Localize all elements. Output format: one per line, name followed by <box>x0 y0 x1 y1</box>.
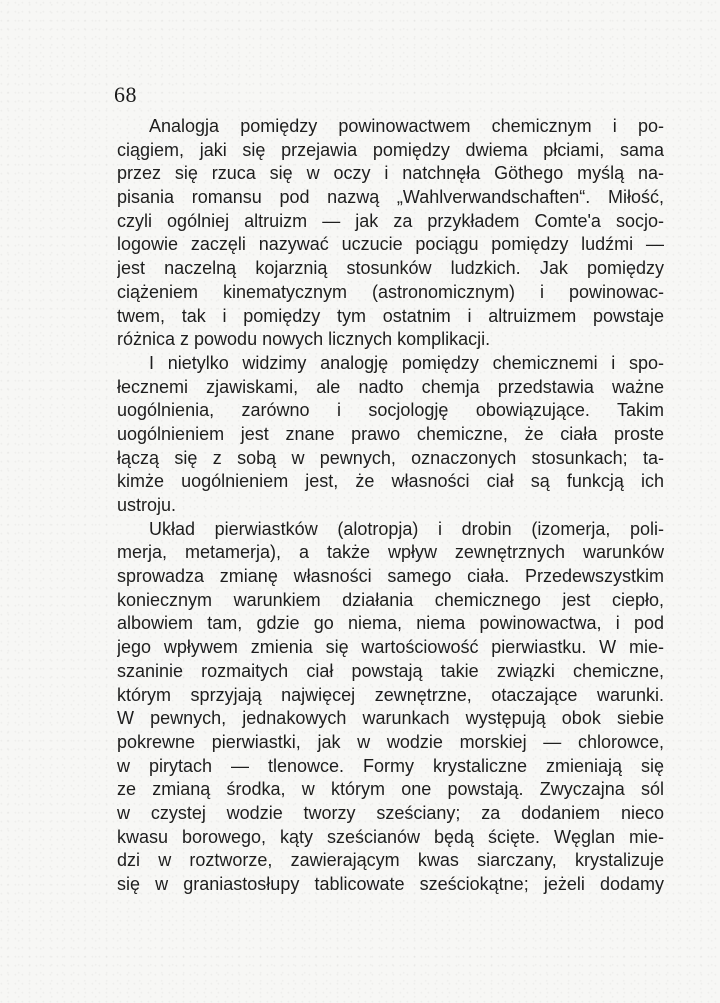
text-line: którym sprzyjają najwięcej zewnętrzne, otaczające warunki. <box>117 684 664 705</box>
text-line: szaninie rozmaitych ciał powstają takie związki chemiczne, <box>117 660 664 681</box>
text-line: jest naczelną kojarznią stosunków ludzkich. Jak pomiędzy <box>117 258 664 279</box>
text-line: Analogja pomiędzy powinowactwem chemicznym i po- <box>149 116 664 136</box>
text-line: pokrewne pierwiastki, jak w wodzie morskiej — chlorowce, <box>117 731 664 752</box>
text-line: jego wpływem zmienia się wartościowość pierwiastku. W mie- <box>117 637 664 658</box>
body-text <box>117 115 664 897</box>
text-line: twem, tak i pomiędzy tym ostatnim i altruizmem powstaje <box>117 305 664 326</box>
text-line: ustroju. <box>117 495 177 515</box>
text-line: albowiem tam, gdzie go niema, niema powinowactwa, i pod <box>117 613 664 634</box>
text-line: kimże uogólnieniem jest, że własności ciał są funkcją ich <box>117 471 664 492</box>
text-line: uogólnieniem jest znane prawo chemiczne, że ciała proste <box>117 423 664 444</box>
text-line: W pewnych, jednakowych warunkach występują obok siebie <box>117 708 664 729</box>
text-line: czyli ogólniej altruizm — jak za przykładem Comte'a socjo- <box>117 210 664 231</box>
text-line: merja, metamerja), a także wpływ zewnętrznych warunków <box>117 542 664 563</box>
text-line: się w graniastosłupy tablicowate sześciokątne; jeżeli dodamy <box>117 874 664 894</box>
text-line: ciążeniem kinematycznym (astronomicznym) i powinowac- <box>117 281 664 302</box>
text-line: logowie zaczęli nazywać uczucie pociągu pomiędzy ludźmi — <box>117 234 664 255</box>
text-line: w pirytach — tlenowce. Formy krystaliczne zmieniają się <box>117 755 664 776</box>
text-line: pisania romansu pod nazwą „Wahlverwandschaften“. Miłość, <box>117 187 664 208</box>
text-line: przez się rzuca się w oczy i natchnęła Göthego myślą na- <box>117 163 664 184</box>
text-line: Układ pierwiastków (alotropja) i drobin (izomerja, poli- <box>149 518 664 539</box>
text-line: w czystej wodzie tworzy sześciany; za dodaniem nieco <box>117 802 664 823</box>
text-line: uogólnienia, zarówno i socjologję obowiązujące. Takim <box>117 400 664 421</box>
text-line: dzi w roztworze, zawierającym kwas siarczany, krystalizuje <box>117 850 664 871</box>
text-line: ciągiem, jaki się przejawia pomiędzy dwiema płciami, sama <box>117 139 664 160</box>
text-line: różnica z powodu nowych licznych komplikacji. <box>117 329 491 350</box>
text-line: koniecznym warunkiem działania chemicznego jest ciepło, <box>117 589 664 610</box>
text-line: łączą się z sobą w pewnych, oznaczonych stosunkach; ta- <box>117 447 664 468</box>
text-line: sprowadza zmianę własności samego ciała. Przedewszystkim <box>117 566 664 587</box>
text-line: I nietylko widzimy analogję pomiędzy chemicznemi i spo- <box>149 352 664 373</box>
text-line: kwasu borowego, kąty sześcianów będą ścięte. Węglan mie- <box>117 826 664 847</box>
page-number: 68 <box>114 82 137 107</box>
text-line: łecznemi zjawiskami, ale nadto chemja przedstawia ważne <box>117 376 664 397</box>
text-line: ze zmianą środka, w którym one powstają. Zwyczajna sól <box>117 779 664 800</box>
